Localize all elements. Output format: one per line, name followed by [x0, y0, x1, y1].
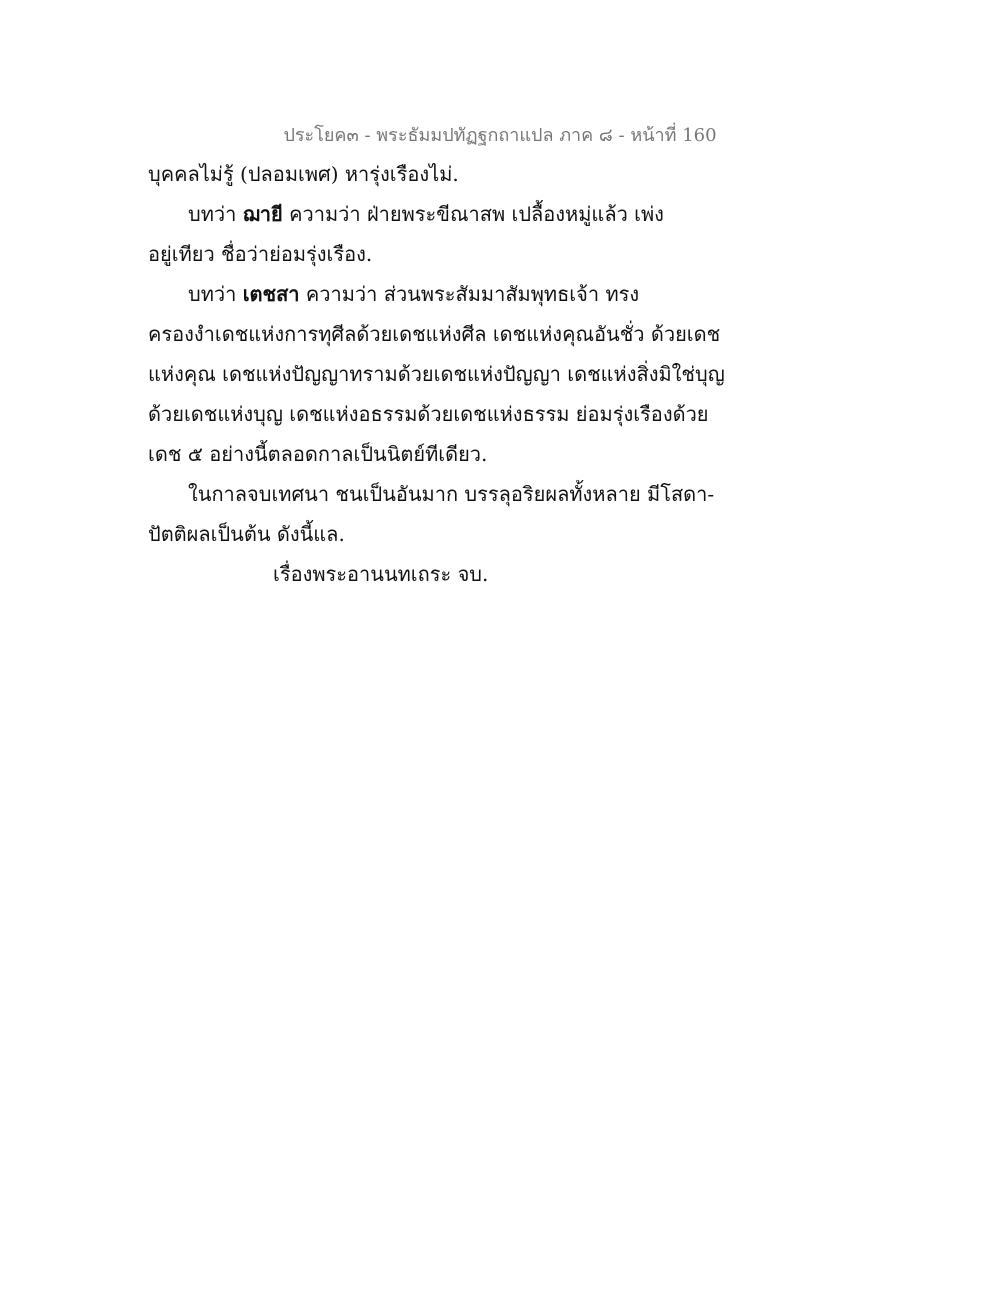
- text-line-8: เดช ๕ อย่างนี้ตลอดกาลเป็นนิตย์ทีเดียว.: [148, 442, 488, 466]
- term-explanation: ความว่า ส่วนพระสัมมาสัมพุทธเจ้า ทรง: [305, 282, 640, 306]
- story-end-line: เรื่องพระอานนทเถระ จบ.: [273, 562, 489, 586]
- text-line-5: ครองงำเดชแห่งการทุศีลด้วยเดชแห่งศีล เดชแห่งคุณอันชั่ว ด้วยเดช: [148, 322, 721, 346]
- pali-term-jhayi: ฌายี: [242, 202, 283, 226]
- term-explanation: ความว่า ฝ่ายพระขีณาสพ เปลื้องหมู่แล้ว เพ่ง: [289, 202, 664, 226]
- text-line-9: ในกาลจบเทศนา ชนเป็นอันมาก บรรลุอริยผลทั้งหลาย มีโสดา-: [188, 482, 715, 506]
- term-intro: บทว่า: [188, 202, 237, 226]
- pali-term-tejasa: เตชสา: [242, 282, 300, 306]
- text-line-10: ปัตติผลเป็นต้น ดังนี้แล.: [148, 522, 345, 546]
- text-line-1: บุคคลไม่รู้ (ปลอมเพศ) หารุ่งเรืองไม่.: [148, 162, 459, 186]
- text-line-7: ด้วยเดชแห่งบุญ เดชแห่งอธรรมด้วยเดชแห่งธรรม ย่อมรุ่งเรืองด้วย: [148, 402, 709, 426]
- text-line-6: แห่งคุณ เดชแห่งปัญญาทรามด้วยเดชแห่งปัญญา เดชแห่งสิ่งมิใช่บุญ: [148, 362, 725, 386]
- running-header: ประโยค๓ - พระธัมมปทัฏฐกถาแปล ภาค ๘ - หน้าที่ 160: [283, 125, 717, 146]
- body-text: [148, 158, 725, 598]
- paragraph-jhayi: [148, 198, 708, 238]
- text-line-3: อยู่เทียว ชื่อว่าย่อมรุ่งเรือง.: [148, 242, 373, 266]
- paragraph-tejasa: [148, 278, 708, 318]
- term-intro: บทว่า: [188, 282, 237, 306]
